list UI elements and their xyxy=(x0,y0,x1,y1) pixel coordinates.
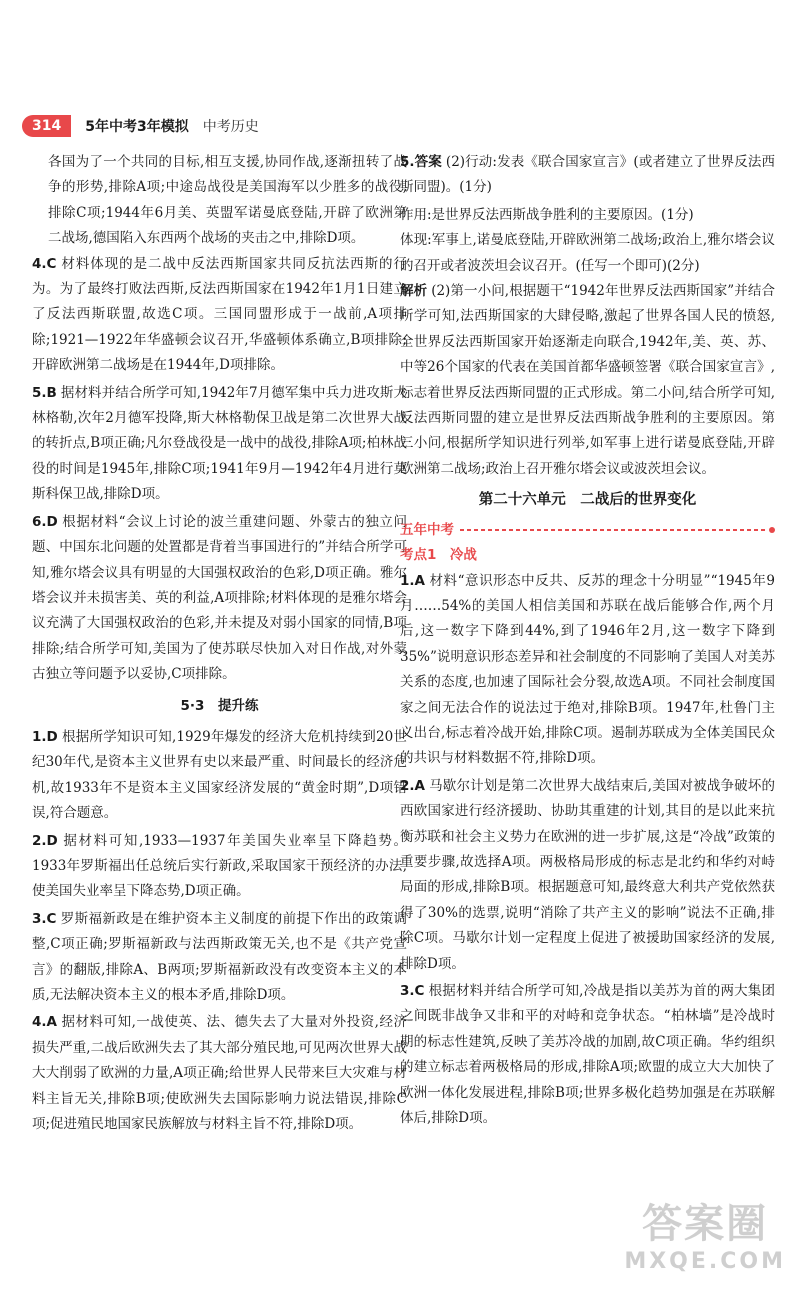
answer-paragraph: 体现:军事上,诺曼底登陆,开辟欧洲第二战场;政治上,雅尔塔会议的召开或者波茨坦会议召开。(任写一个即可)(2分) xyxy=(400,232,775,274)
answer-text: 根据材料并结合所学可知,冷战是指以美苏为首的两大集团之间既非战争又非和平的对峙和竞争状态。“柏林墙”是冷战时期的标志性建筑,反映了美苏冷战的加剧,故C项正确。华约组织的建立标志着两极格局的形成,排除A项;欧盟的成立大大加快了欧洲一体化发展进程,排除B项;世界多极化趋势加强是在苏联解体后,排除D项。 xyxy=(400,983,775,1127)
answer-item xyxy=(32,1010,407,1137)
answer-item xyxy=(400,150,775,201)
analysis-text: (2)第一小问,根据题干“1942年世界反法西斯国家”并结合所学可知,法西斯国家的大肆侵略,激起了世界各国人民的愤怒,全世界反法西斯国家开始逐渐走向联合,1942年,美、英、苏、中等26个国家的代表在美国首都华盛顿签署《联合国家宣言》,标志着世界反法西斯同盟的正式形成。第二小问,结合所学可知,反法西斯同盟的建立是世界反法西斯战争胜利的主要原因。第三小问,根据所学知识进行列举,如军事上进行诺曼底登陆,开辟欧洲第二战场;政治上召开雅尔塔会议或波茨坦会议。 xyxy=(400,283,776,477)
answer-item xyxy=(32,381,407,508)
answer-label: 2.D xyxy=(32,832,58,849)
watermark-text: 答案圈 xyxy=(642,1201,769,1247)
book-brand: 5年中考3年模拟 xyxy=(85,119,189,135)
answer-text: 根据所学知识可知,1929年爆发的经济大危机持续到20世纪30年代,是资本主义世界有史以来最严重、时间最长的经济危机,故1933年不是资本主义国家经济发展的“黄金时期”,D项错误,符合题意。 xyxy=(32,728,407,822)
answer-item xyxy=(32,510,407,688)
answer-paragraph: 作用:是世界反法西斯战争胜利的主要原因。(1分) xyxy=(400,206,694,223)
answer-item xyxy=(400,774,775,977)
watermark-logo xyxy=(624,1192,786,1274)
analysis-paragraph xyxy=(400,279,775,482)
answer-label: 2.A xyxy=(400,777,425,794)
unit-title: 第二十六单元 二战后的世界变化 xyxy=(478,492,697,509)
book-subject: 中考历史 xyxy=(202,119,259,135)
answer-item xyxy=(32,907,407,1009)
answer-text: 据材料可知,1933—1937年美国失业率呈下降趋势。1933年罗斯福出任总统后实行新政,采取国家干预经济的办法,使美国失业率呈下降态势,D项正确。 xyxy=(32,832,407,900)
answer-item xyxy=(32,725,407,827)
answer-item xyxy=(400,569,775,772)
answer-text: 据材料并结合所学可知,1942年7月德军集中兵力进攻斯大林格勒,次年2月德军投降,斯大林格勒保卫战是第二次世界大战的转折点,B项正确;凡尔登战役是一战中的战役,排除A项;柏林战役的时间是1945年,排除C项;1941年9月—1942年4月进行莫斯科保卫战,排除D项。 xyxy=(32,384,407,503)
topic-heading: 考点1 冷战 xyxy=(400,547,477,564)
answer-text: 罗斯福新政是在维护资本主义制度的前提下作出的政策调整,C项正确;罗斯福新政与法西斯政策无关,也不是《共产党宣言》的翻版,排除A、B两项;罗斯福新政没有改变资本主义的本质,无法解决资本主义的根本矛盾,排除D项。 xyxy=(32,910,407,1003)
banner-label: 五年中考 xyxy=(400,521,454,538)
answer-label: 4.C xyxy=(32,255,57,272)
page-number: 314 xyxy=(22,115,71,137)
answer-text: 材料“意识形态中反共、反苏的理念十分明显”“1945年9月……54%的美国人相信美国和苏联在战后能够合作,两个月后,这一数字下降到44%,到了1946年2月,这一数字下降到35%”说明意识形态差异和社会制度的不同影响了美国人对美苏关系的态度,也加速了国际社会分裂,故选A项。不同社会制度国家之间无法合作的说法过于绝对,排除B项。1947年,杜鲁门主义出台,标志着冷战开始,排除C项。遏制苏联成为全体美国民众的共识与材料数据不符,排除D项。 xyxy=(400,572,775,767)
five-year-exam-banner xyxy=(400,518,775,543)
answer-text: 马歇尔计划是第二次世界大战结束后,美国对被战争破坏的西欧国家进行经济援助、协助其重建的计划,其目的是以此来抗衡苏联和社会主义势力在欧洲的进一步扩展,这是“冷战”政策的重要步骤,故选择A项。两极格局形成的标志是北约和华约对峙局面的形成,排除B项。根据题意可知,最终意大利共产党依然获得了30%的选票,说明“消除了共产主义的影响”说法不正确,排除C项。马歇尔计划一定程度上促进了被援助国家经济的发展,排除D项。 xyxy=(400,777,775,972)
answer-label: 1.D xyxy=(32,728,58,745)
analysis-label: 解析 xyxy=(400,283,428,300)
answer-label: 6.D xyxy=(32,513,58,530)
answer-label: 5.答案 xyxy=(400,154,442,170)
answer-item xyxy=(32,829,407,905)
watermark-url: MXQE.COM xyxy=(624,1249,786,1274)
answer-label: 1.A xyxy=(400,572,425,589)
answer-label: 4.A xyxy=(32,1014,57,1031)
banner-dot-icon xyxy=(769,527,775,533)
answer-text: (2)行动:发表《联合国家宣言》(或者建立了世界反法西斯同盟)。(1分) xyxy=(400,154,775,196)
intro-paragraph: 各国为了一个共同的目标,相互支援,协同作战,逐渐扭转了战争的形势,排除A项;中途岛战役是美国海军以少胜多的战役,排除C项;1944年6月美、英盟军诺曼底登陆,开辟了欧洲第二战场,德国陷入东西两个战场的夹击之中,排除D项。 xyxy=(48,154,407,247)
answer-text: 据材料可知,一战使英、法、德失去了大量对外投资,经济损失严重,二战后欧洲失去了其大部分殖民地,可见两次世界大战大大削弱了欧洲的力量,A项正确;给世界人民带来巨大灾难与材料主旨无关,排除B项;使欧洲失去国际影响力说法错误,排除C项;促进殖民地国家民族解放与材料主旨不符,排除D项。 xyxy=(32,1014,407,1133)
answer-item xyxy=(400,979,775,1131)
answer-text: 材料体现的是二战中反法西斯国家共同反抗法西斯的行为。为了最终打败法西斯,反法西斯国家在1942年1月1日建立了反法西斯联盟,故选C项。三国同盟形成于一战前,A项排除;1921—1922年华盛顿会议召开,华盛顿体系确立,B项排除;开辟欧洲第二战场是在1944年,D项排除。 xyxy=(32,255,407,374)
answer-item xyxy=(32,252,407,379)
answer-text: 根据材料“会议上讨论的波兰重建问题、外蒙古的独立问题、中国东北问题的处置都是背着当事国进行的”并结合所学可知,雅尔塔会议具有明显的大国强权政治的色彩,D项正确。雅尔塔会议并未损害美、英的利益,A项排除;材料体现的是雅尔塔会议充满了大国强权政治的色彩,并未提及对弱小国家的同情,B项排除;结合所学可知,美国为了使苏联尽快加入对日作战,对外蒙古独立等问题予以妥协,C项排除。 xyxy=(32,513,407,683)
left-column xyxy=(32,150,407,1139)
answer-label: 5.B xyxy=(32,384,57,401)
page-header xyxy=(22,112,259,140)
banner-dashed-line xyxy=(460,529,767,531)
section-title: 5·3 提升练 xyxy=(180,697,259,714)
answer-label: 3.C xyxy=(32,910,57,927)
right-column xyxy=(400,150,775,1133)
answer-label: 3.C xyxy=(400,983,425,999)
